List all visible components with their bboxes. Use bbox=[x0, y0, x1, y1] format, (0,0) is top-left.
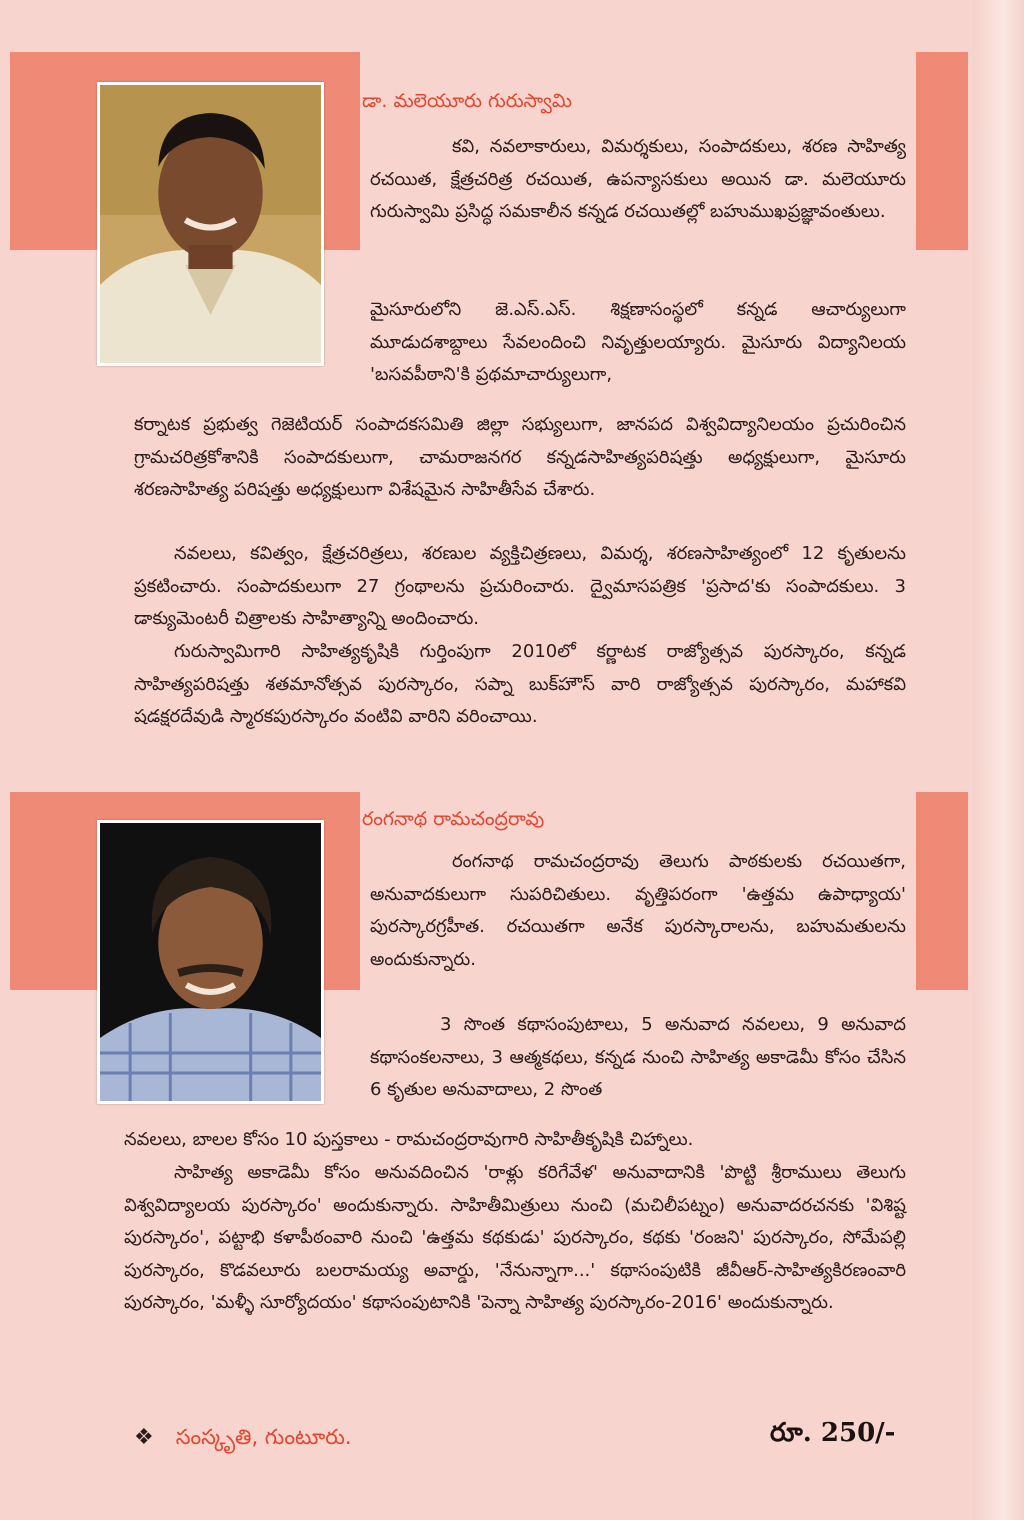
publisher-name: సంస్కృతి, గుంటూరు. bbox=[175, 1425, 352, 1449]
author1-name: డా. మలెయూరు గురుస్వామి bbox=[362, 90, 572, 112]
author2-para2-bottom: నవలలు, బాలల కోసం 10 పుస్తకాలు - రామచంద్రరావుగారి సాహితీకృషికి చిహ్నాలు. bbox=[124, 1129, 694, 1150]
accent-band-right-2 bbox=[916, 792, 968, 990]
author2-para2-top: 3 సొంత కథాసంపుటాలు, 5 అనువాద నవలలు, 9 అనువాద కథాసంకలనాలు, 3 ఆత్మకథలు, కన్నడ నుంచి సాహిత్య అకాడెమీ కోసం చేసిన 6 కృతుల అనువాదాలు, 2 సొంత bbox=[370, 1014, 906, 1101]
page-edge bbox=[972, 0, 1024, 1520]
author-photo-ramachandrarao bbox=[97, 820, 324, 1104]
author-photo-guruswamy bbox=[97, 82, 324, 366]
price-label: రూ. 250/- bbox=[770, 1418, 896, 1448]
accent-band-right bbox=[916, 52, 968, 250]
author2-name: రంగనాథ రామచంద్రరావు bbox=[362, 808, 545, 830]
author1-intro: కవి, నవలాకారులు, విమర్శకులు, సంపాదకులు, శరణ సాహిత్య రచయిత, క్షేత్రచరిత్ర రచయిత, ఉపన్యాసకులు అయిన డా. మలెయూరు గురుస్వామి ప్రసిద్ధ సమకాలీన కన్నడ రచయితల్లో బహుముఖప్రజ్ఞావంతులు. bbox=[370, 136, 906, 223]
author2-intro: రంగనాథ రామచంద్రరావు తెలుగు పాఠకులకు రచయితగా, అనువాదకులుగా సుపరిచితులు. వృత్తిపరంగా 'ఉత్తమ ఉపాధ్యాయ' పురస్కారగ్రహీత. రచయితగా అనేక పురస్కారాలను, బహుమతులను అందుకున్నారు. bbox=[370, 851, 906, 970]
diamond-bullet-icon: ❖ bbox=[134, 1425, 154, 1450]
author1-para2-top: మైసూరులోని జె.ఎస్.ఎస్. శిక్షణాసంస్థలో కన్నడ ఆచార్యులుగా మూడుదశాబ్దాలు సేవలందించి నివృత్తులయ్యారు. మైసూరు విద్యానిలయ 'బసవపీఠాని'కి ప్రథమాచార్యులుగా, bbox=[370, 299, 906, 386]
publisher-line bbox=[134, 1425, 352, 1455]
author2-para3: సాహిత్య అకాడెమీ కోసం అనువదించిన 'రాళ్లు కరిగేవేళ' అనువాదానికి 'పొట్టి శ్రీరాములు తెలుగు విశ్వవిద్యాలయ పురస్కారం' అందుకున్నారు. సాహితీమిత్రులు నుంచి (మచిలీపట్నం) అనువాదరచనకు 'విశిష్ట పురస్కారం', పట్టాభి కళాపీఠంవారి నుంచి 'ఉత్తమ కథకుడు' పురస్కారం, కథకు 'రంజని' పురస్కారం, సోమేపల్లి పురస్కారం, కొడవలూరు బలరామయ్య అవార్డు, 'నేనున్నాగా...' కథాసంపుటికి జీవీఆర్-సాహిత్యకిరణంవారి పురస్కారం, 'మళ్ళీ సూర్యోదయం' కథాసంపుటానికి 'పెన్నా సాహిత్య పురస్కారం-2016' అందుకున్నారు. bbox=[124, 1162, 906, 1314]
author1-para4: గురుస్వామిగారి సాహిత్యకృషికి గుర్తింపుగా 2010లో కర్ణాటక రాజ్యోత్సవ పురస్కారం, కన్నడ సాహిత్యపరిషత్తు శతమానోత్సవ పురస్కారం, సప్నా బుక్‌హౌస్ వారి రాజ్యోత్సవ పురస్కారం, మహాకవి షడక్షరదేవుడి స్మారకపురస్కారం వంటివి వారిని వరించాయి. bbox=[134, 641, 906, 728]
author1-para3: నవలలు, కవిత్వం, క్షేత్రచరిత్రలు, శరణుల వ్యక్తిచిత్రణలు, విమర్శ, శరణసాహిత్యంలో 12 కృతులను ప్రకటించారు. సంపాదకులుగా 27 గ్రంథాలను ప్రచురించారు. ద్వైమాసపత్రిక 'ప్రసాద'కు సంపాదకులు. 3 డాక్యుమెంటరీ చిత్రాలకు సాహిత్యాన్ని అందించారు. bbox=[134, 543, 906, 630]
author1-para2-bottom: కర్నాటక ప్రభుత్వ గెజెటియర్ సంపాదకసమితి జిల్లా సభ్యులుగా, జానపద విశ్వవిద్యానిలయం ప్రచురించిన గ్రామచరిత్రకోశానికి సంపాదకులుగా, చామరాజనగర కన్నడసాహిత్యపరిషత్తు అధ్యక్షులుగా, మైసూరు శరణసాహిత్య పరిషత్తు అధ్యక్షులుగా విశేషమైన సాహితీసేవ చేశారు. bbox=[134, 414, 906, 501]
